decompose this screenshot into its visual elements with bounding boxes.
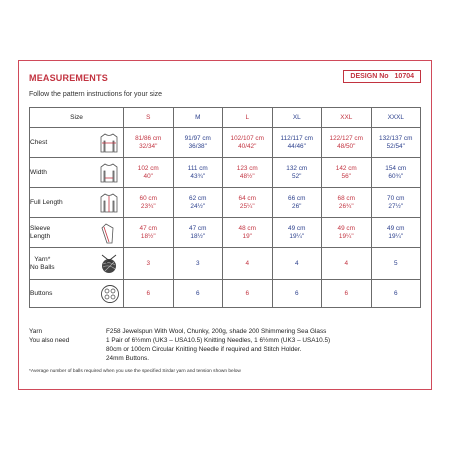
- table-row-sleeve-length: [30, 218, 421, 248]
- sleeve-length-cell-xl: 49 cm 19¼": [272, 218, 322, 248]
- chest-cell-s: 81/86 cm 32/34": [124, 128, 174, 158]
- table-row-size: [30, 108, 421, 128]
- design-number: 10704: [394, 73, 414, 80]
- sleeve-length-cell-l: 48 cm 19": [223, 218, 273, 248]
- page-title: MEASUREMENTS: [29, 73, 108, 83]
- yarn-note-text: F258 Jewelspun With Wool, Chunky, 200g, shade 200 Shimmering Sea Glass: [106, 328, 327, 335]
- chest-cell-m: 91/97 cm 36/38": [173, 128, 223, 158]
- intro-text: Follow the pattern instructions for your size: [29, 91, 163, 98]
- jumper-length-icon: [98, 192, 120, 214]
- chest-cell-l: 102/107 cm 40/42": [223, 128, 273, 158]
- yarn-cell-xl: 4: [272, 248, 322, 280]
- footnote: *Average number of balls required when you use the specified Sirdar yarn and tension shown below: [29, 369, 241, 374]
- buttons-cell-l: 6: [223, 280, 273, 308]
- width-cell-s: 102 cm 40": [124, 158, 174, 188]
- size-header-m: M: [173, 108, 223, 128]
- table-row-width: [30, 158, 421, 188]
- sleeve-length-cell-xxl: 49 cm 19¼": [322, 218, 372, 248]
- sleeve-length-cell-s: 47 cm 18½": [124, 218, 174, 248]
- design-number-badge: [343, 70, 421, 83]
- measurements-sheet: [18, 60, 432, 390]
- materials-notes: [29, 327, 421, 363]
- measurements-table: [29, 107, 421, 308]
- yarn-cell-xxl: 4: [322, 248, 372, 280]
- buttons-cell-xxl: 6: [322, 280, 372, 308]
- yarn-cell-l: 4: [223, 248, 273, 280]
- width-cell-m: 111 cm 43¾": [173, 158, 223, 188]
- jumper-chest-icon: [98, 132, 120, 154]
- full-length-label-cell: Full Length: [30, 188, 124, 218]
- need-note-text: 1 Pair of 6½mm (UK3 – USA10.5) Knitting Needles, 1 6½mm (UK3 – USA10.5) 80cm or 100cm Circular Knitting Needle if required and Stitch Holder. 24mm Buttons.: [106, 337, 331, 362]
- width-cell-xl: 132 cm 52": [272, 158, 322, 188]
- design-label: DESIGN No: [350, 73, 389, 80]
- table-row-yarn: [30, 248, 421, 280]
- chest-cell-xxl: 122/127 cm 48/50": [322, 128, 372, 158]
- sleeve-length-cell-m: 47 cm 18½": [173, 218, 223, 248]
- sleeve-length-label-cell: Sleeve Length: [30, 218, 124, 248]
- full-length-cell-xl: 66 cm 26": [272, 188, 322, 218]
- buttons-cell-xl: 6: [272, 280, 322, 308]
- need-note-label: You also need: [29, 337, 70, 344]
- width-cell-xxl: 142 cm 56": [322, 158, 372, 188]
- table-row-full-length: [30, 188, 421, 218]
- chest-label-cell: Chest: [30, 128, 124, 158]
- width-cell-xxxl: 154 cm 60¾": [371, 158, 421, 188]
- need-note-row: [29, 336, 421, 363]
- full-length-cell-xxl: 68 cm 26¾": [322, 188, 372, 218]
- sleeve-icon: [98, 222, 120, 244]
- width-label-cell: Width: [30, 158, 124, 188]
- size-header-l: L: [223, 108, 273, 128]
- size-header-xxxl: XXXL: [371, 108, 421, 128]
- size-header-xxl: XXL: [322, 108, 372, 128]
- buttons-cell-m: 6: [173, 280, 223, 308]
- yarn-note-row: [29, 327, 421, 336]
- full-length-cell-l: 64 cm 25¼": [223, 188, 273, 218]
- full-length-cell-s: 60 cm 23¾": [124, 188, 174, 218]
- yarn-ball-icon: [98, 253, 120, 275]
- full-length-cell-m: 62 cm 24½": [173, 188, 223, 218]
- chest-cell-xl: 112/117 cm 44/46": [272, 128, 322, 158]
- buttons-cell-xxxl: 6: [371, 280, 421, 308]
- yarn-cell-xxxl: 5: [371, 248, 421, 280]
- yarn-cell-s: 3: [124, 248, 174, 280]
- yarn-note-label: Yarn: [29, 328, 43, 335]
- buttons-cell-s: 6: [124, 280, 174, 308]
- table-row-buttons: [30, 280, 421, 308]
- buttons-label-cell: Buttons: [30, 280, 124, 308]
- yarn-label-cell: Yarn* No Balls: [30, 248, 124, 280]
- buttons-icon: [100, 284, 120, 304]
- full-length-cell-xxxl: 70 cm 27½": [371, 188, 421, 218]
- table-row-chest: [30, 128, 421, 158]
- width-cell-l: 123 cm 48½": [223, 158, 273, 188]
- yarn-cell-m: 3: [173, 248, 223, 280]
- jumper-width-icon: [98, 162, 120, 184]
- size-header-xl: XL: [272, 108, 322, 128]
- sleeve-length-cell-xxxl: 49 cm 19¼": [371, 218, 421, 248]
- chest-cell-xxxl: 132/137 cm 52/54": [371, 128, 421, 158]
- size-header-s: S: [124, 108, 174, 128]
- size-label-cell: Size: [30, 108, 124, 128]
